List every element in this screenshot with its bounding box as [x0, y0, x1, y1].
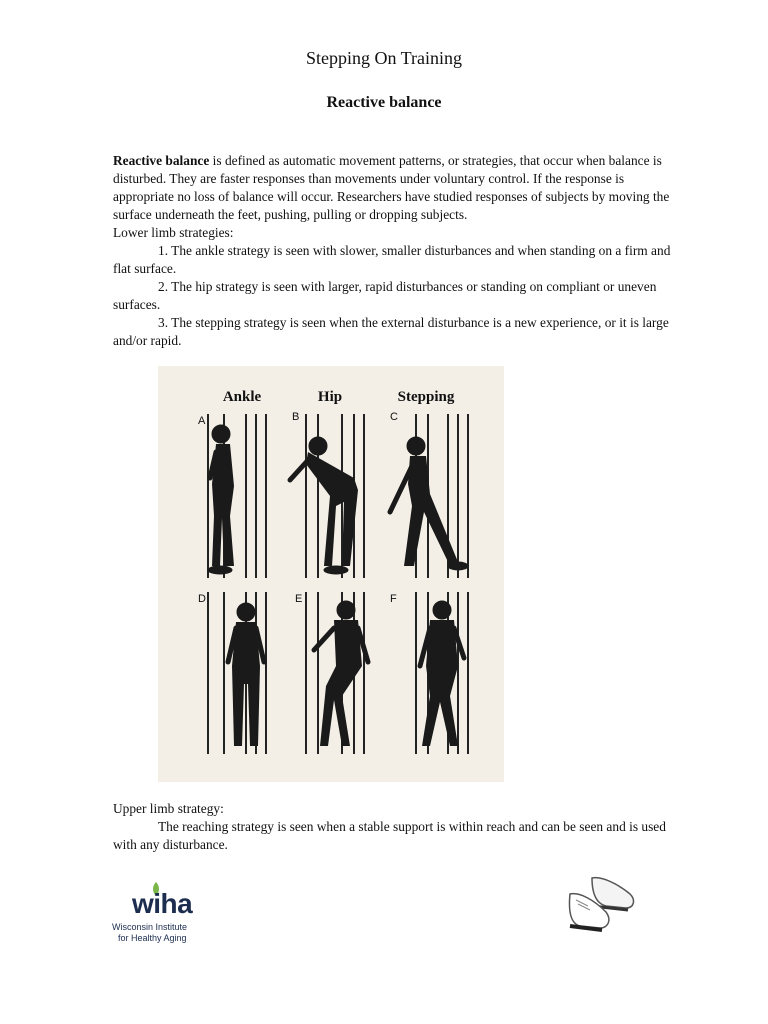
balance-strategies-figure — [158, 366, 504, 782]
logo-line-1: Wisconsin Institute — [112, 922, 188, 932]
panel-letter-c: C — [390, 411, 398, 423]
figure-hip-front — [314, 601, 368, 746]
intro-text: is defined as automatic movement patterns, or strategies, that occur when balance is disturbed. They are faster responses than movements under voluntary control. If the response is appropriate no loss of balance will occur. Researchers have studied responses of subjects by moving the surface underneath the feet, pushing, pulling or dropping subjects. — [113, 153, 670, 222]
lead-term: Reactive balance — [113, 153, 210, 168]
panel-letter-a: A — [198, 415, 206, 427]
panel-letter-e: E — [295, 593, 303, 605]
panel-letter-b: B — [292, 411, 300, 423]
wiha-logo — [110, 882, 220, 952]
list-item-ankle: 1. The ankle strategy is seen with slower, smaller disturbances and when standing on a firm and flat surface. — [113, 243, 671, 276]
section-title: Reactive balance — [326, 94, 442, 111]
upper-limb-heading: Upper limb strategy: — [113, 801, 224, 816]
logo-line-2: for Healthy Aging — [118, 933, 187, 943]
shoes-icon — [562, 870, 642, 940]
column-label-stepping: Stepping — [397, 389, 455, 405]
upper-limb-text: The reaching strategy is seen when a stable support is within reach and can be seen and is used with any disturbance. — [113, 819, 666, 852]
column-label-hip: Hip — [317, 389, 343, 405]
figure-ankle-side — [208, 425, 234, 574]
list-item-stepping: 3. The stepping strategy is seen when the external disturbance is a new experience, or it is large and/or rapid. — [113, 315, 669, 348]
lower-limb-heading: Lower limb strategies: — [113, 225, 234, 240]
upper-limb-section — [113, 800, 673, 854]
column-label-ankle: Ankle — [222, 389, 262, 405]
page-title: Stepping On Training — [305, 48, 463, 68]
logo-wordmark: wiha — [132, 888, 193, 919]
figure-hip-side — [290, 437, 358, 574]
figure-drawing — [158, 366, 504, 782]
intro-paragraph — [113, 152, 673, 224]
list-item-hip: 2. The hip strategy is seen with larger, rapid disturbances or standing on compliant or uneven surfaces. — [113, 279, 657, 312]
panel-letter-d: D — [198, 593, 206, 605]
body-text — [113, 152, 673, 350]
panel-letter-f: F — [390, 593, 397, 605]
